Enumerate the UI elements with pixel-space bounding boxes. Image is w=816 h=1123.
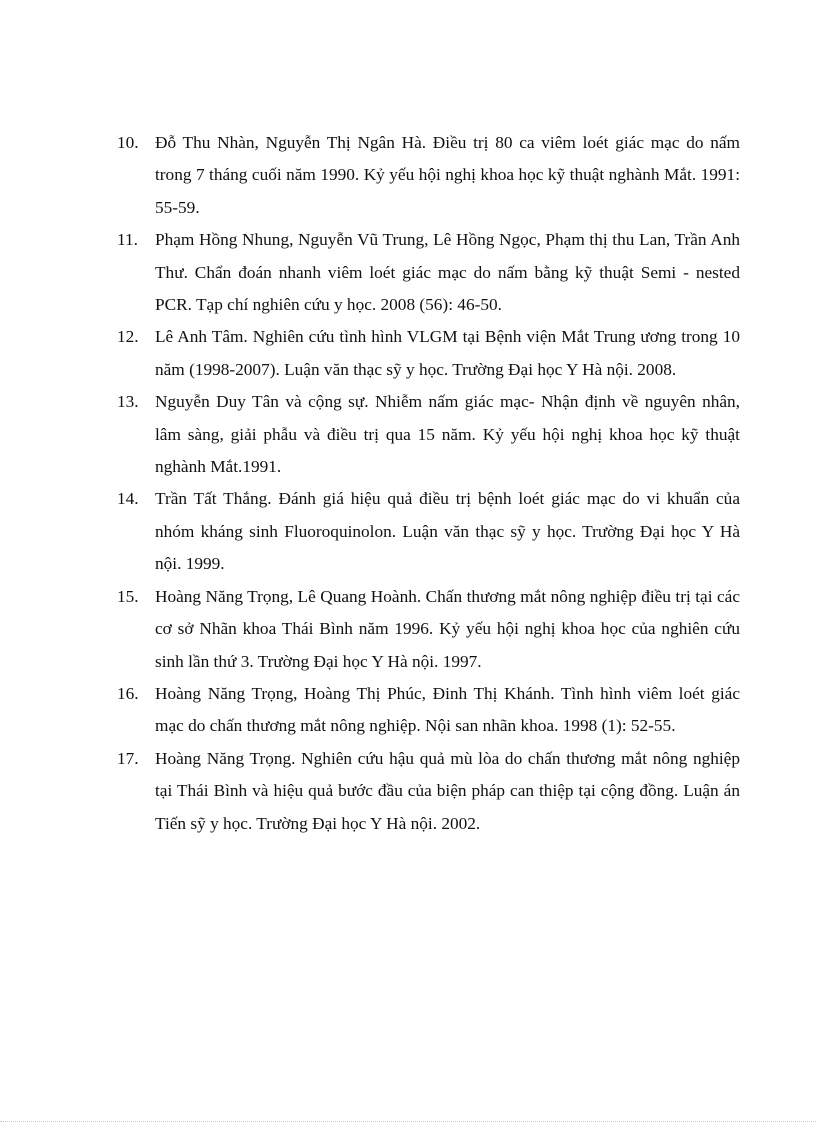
reference-text: Phạm Hồng Nhung, Nguyễn Vũ Trung, Lê Hồng Ngọc, Phạm thị thu Lan, Trần Anh Thư. Chẩn đoán nhanh viêm loét giác mạc do nấm bằng kỹ thuật Semi - nested PCR. Tạp chí nghiên cứu y học. 2008 (56): 46-50. — [155, 230, 740, 315]
reference-item-14 — [117, 483, 740, 580]
reference-text: Trần Tất Thắng. Đánh giá hiệu quả điều trị bệnh loét giác mạc do vi khuẩn của nhóm kháng sinh Fluoroquinolon. Luận văn thạc sỹ y học. Trường Đại học Y Hà nội. 1999. — [155, 489, 740, 574]
reference-text: Đỗ Thu Nhàn, Nguyễn Thị Ngân Hà. Điều trị 80 ca viêm loét giác mạc do nấm trong 7 tháng cuối năm 1990. Kỷ yếu hội nghị khoa học kỹ thuật nghành Mắt. 1991: 55-59. — [155, 133, 740, 217]
reference-text: Nguyễn Duy Tân và cộng sự. Nhiễm nấm giác mạc- Nhận định về nguyên nhân, lâm sàng, giải phẫu và điều trị qua 15 năm. Kỷ yếu hội nghị khoa học kỹ thuật nghành Mắt.1991. — [155, 392, 740, 477]
reference-item-11 — [117, 224, 740, 321]
reference-item-17 — [117, 743, 740, 840]
reference-item-12 — [117, 321, 740, 386]
reference-number: 13. — [117, 392, 139, 412]
reference-number: 12. — [117, 327, 139, 347]
reference-number: 16. — [117, 683, 139, 703]
reference-number: 11. — [117, 230, 138, 250]
reference-item-10 — [117, 127, 740, 224]
reference-number: 17. — [117, 748, 139, 768]
reference-number: 14. — [117, 489, 139, 509]
reference-item-16 — [117, 678, 740, 743]
reference-item-13 — [117, 386, 740, 483]
reference-number: 15. — [117, 586, 139, 606]
reference-text: Lê Anh Tâm. Nghiên cứu tình hình VLGM tại Bệnh viện Mắt Trung ương trong 10 năm (1998-2007). Luận văn thạc sỹ y học. Trường Đại học Y Hà nội. 2008. — [155, 327, 740, 379]
reference-number: 10. — [117, 133, 139, 152]
page-bottom-divider — [0, 1121, 816, 1122]
reference-text: Hoàng Năng Trọng, Lê Quang Hoành. Chấn thương mắt nông nghiệp điều trị tại các cơ sở Nhãn khoa Thái Bình năm 1996. Kỷ yếu hội nghị khoa học của nghiên cứu sinh lần thứ 3. Trường Đại học Y Hà nội. 1997. — [155, 586, 740, 671]
reference-item-15 — [117, 581, 740, 678]
reference-text: Hoàng Năng Trọng, Hoàng Thị Phúc, Đinh Thị Khánh. Tình hình viêm loét giác mạc do chấn thương mắt nông nghiệp. Nội san nhãn khoa. 1998 (1): 52-55. — [155, 683, 740, 736]
reference-list — [117, 127, 740, 840]
reference-text: Hoàng Năng Trọng. Nghiên cứu hậu quả mù lòa do chấn thương mắt nông nghiệp tại Thái Bình và hiệu quả bước đầu của biện pháp can thiệp tại cộng đồng. Luận án Tiến sỹ y học. Trường Đại học Y Hà nội. 2002. — [155, 748, 740, 833]
